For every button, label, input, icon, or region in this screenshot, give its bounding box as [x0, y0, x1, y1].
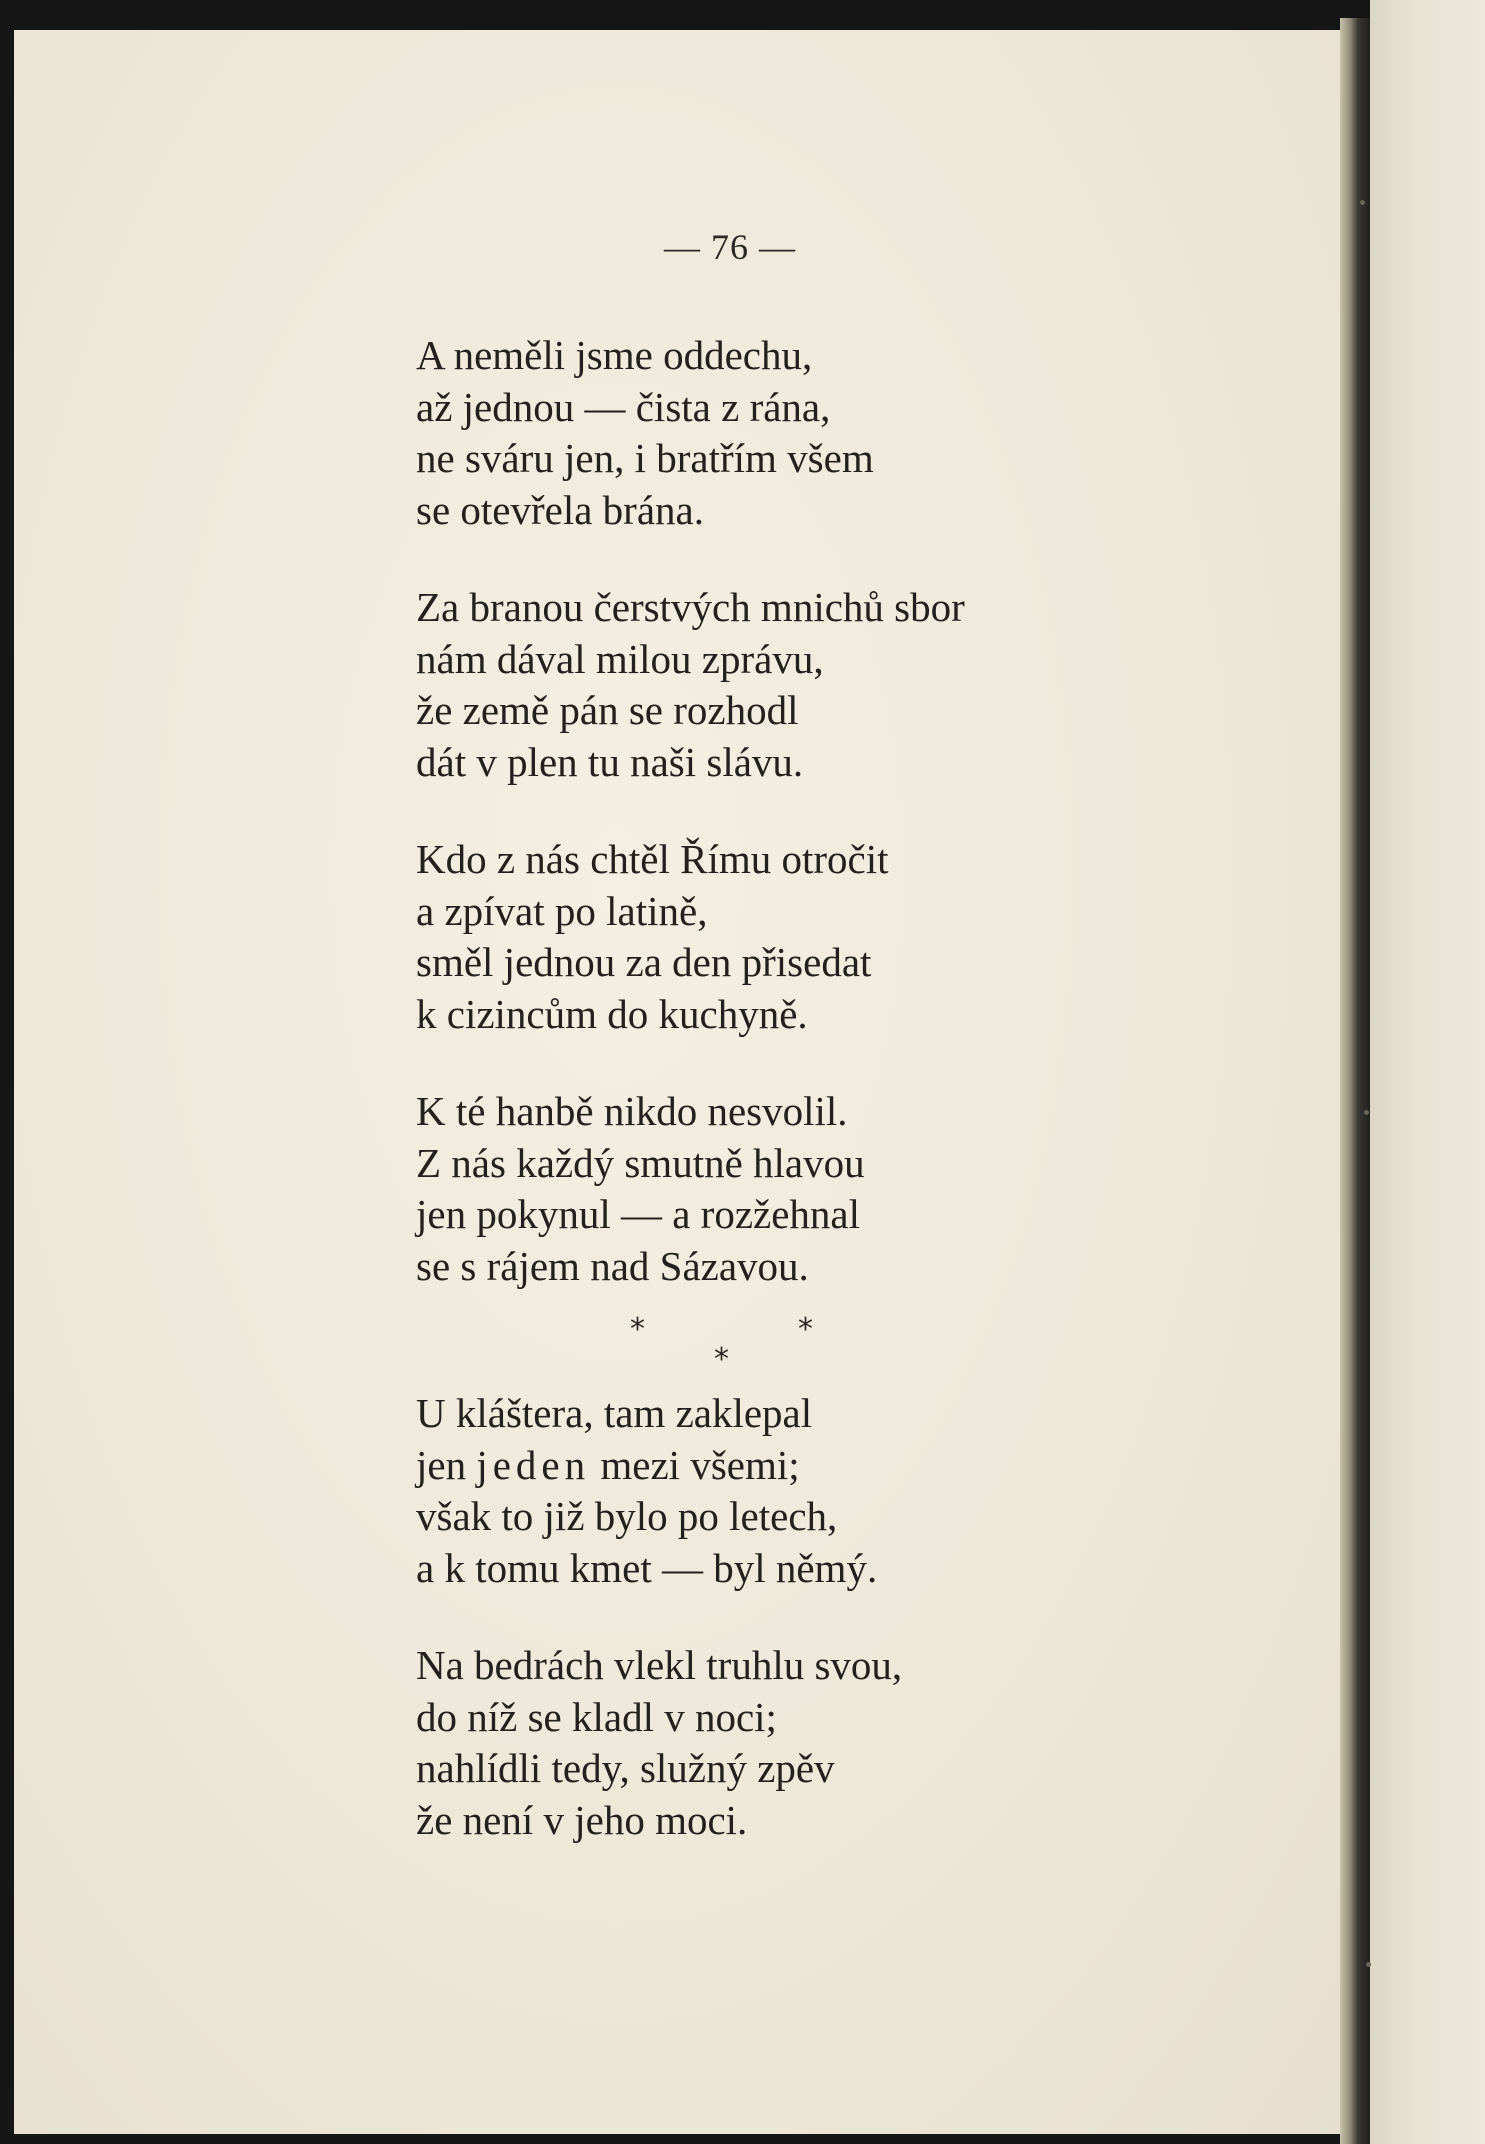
asterisk: * — [798, 1312, 813, 1347]
poem-line: až jednou — čista z rána, — [416, 383, 831, 430]
page-speck — [1364, 1110, 1369, 1115]
asterisk: * — [714, 1342, 729, 1377]
poem-line: směl jednou za den přisedat — [416, 939, 872, 985]
poem-line: K té hanbě nikdo nesvolil. — [416, 1088, 848, 1134]
stanza — [416, 582, 965, 788]
stanza — [416, 1086, 965, 1292]
facing-page-edge — [1370, 0, 1485, 2144]
stanza — [416, 1388, 965, 1594]
poem-line: se otevřela brána. — [416, 486, 704, 533]
poem-line: jen pokynul — a rozžehnal — [416, 1191, 861, 1237]
asterisk: * — [630, 1312, 645, 1347]
poem-line: Za branou čerstvých mnichů sbor — [416, 584, 965, 630]
poem-line: Z nás každý smutně hlavou — [416, 1139, 865, 1186]
poem-line: se s rájem nad Sázavou. — [416, 1242, 809, 1289]
poem-line: Kdo z nás chtěl Římu otročit — [416, 836, 889, 882]
poem-line: k cizincům do kuchyně. — [416, 990, 808, 1037]
poem-line: do níž se kladl v noci; — [416, 1693, 777, 1740]
poem-line: že země pán se rozhodl — [416, 687, 799, 733]
stanza — [416, 834, 965, 1040]
page-speck — [1366, 1962, 1371, 1967]
poem-line: nám dával milou zprávu, — [416, 635, 824, 682]
poem-line: ne sváru jen, i bratřím všem — [416, 435, 874, 481]
poem-line: však to již bylo po letech, — [416, 1493, 838, 1539]
page-speck — [1360, 200, 1365, 205]
scan-top-edge — [0, 0, 1485, 30]
section-separator — [416, 1304, 856, 1382]
stanza — [416, 330, 965, 536]
poem-line: a k tomu kmet — byl němý. — [416, 1544, 878, 1591]
poem-line-start: jen — [416, 1441, 467, 1488]
poem-line: A neměli jsme oddechu, — [416, 332, 813, 378]
poem-line — [416, 1440, 965, 1492]
poem-line: nahlídli tedy, služný zpěv — [416, 1745, 835, 1791]
poem-line: a zpívat po latině, — [416, 887, 708, 934]
poem-line: že není v jeho moci. — [416, 1796, 748, 1843]
page-number: — 76 — — [664, 227, 796, 267]
poem-text — [416, 330, 965, 1892]
emphasized-word: jeden — [476, 1441, 591, 1488]
stanza — [416, 1640, 965, 1846]
poem-line-end: mezi všemi; — [600, 1441, 800, 1488]
book-gutter — [1340, 18, 1370, 2144]
poem-line: dát v plen tu naši slávu. — [416, 738, 804, 785]
poem-line: Na bedrách vlekl truhlu svou, — [416, 1642, 903, 1688]
poem-line: U kláštera, tam zaklepal — [416, 1390, 813, 1436]
